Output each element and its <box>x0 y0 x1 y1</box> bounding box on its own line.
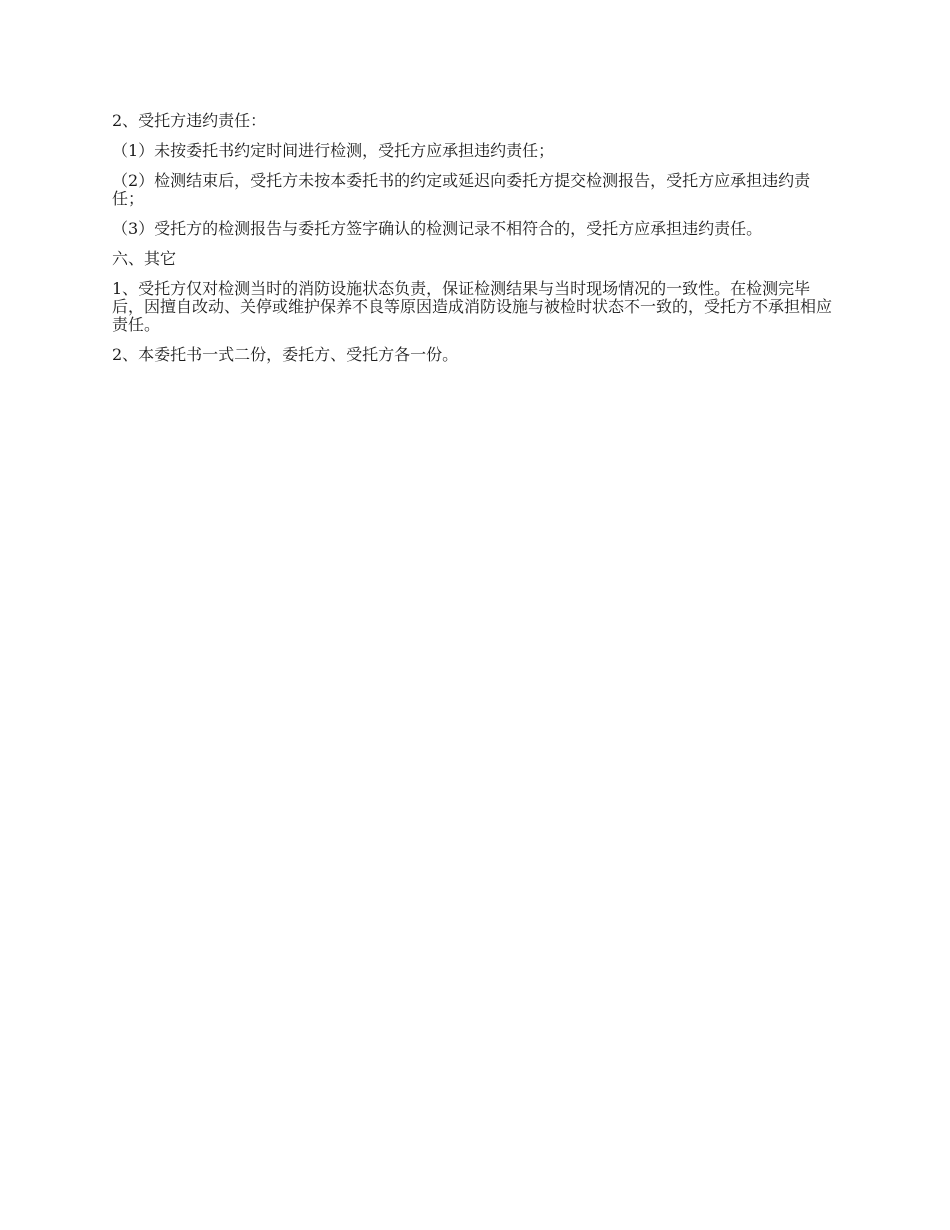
clause-breach-item-1: （1）未按委托书约定时间进行检测，受托方应承担违约责任； <box>112 141 555 160</box>
clause-breach-liability-heading: 2、受托方违约责任： <box>112 111 267 130</box>
clause-breach-item-3: （3）受托方的检测报告与委托方签字确认的检测记录不相符合的，受托方应承担违约责任。 <box>112 219 763 238</box>
document-body <box>112 112 840 376</box>
clause-breach-item-2: （2）检测结束后，受托方未按本委托书的约定或延迟向委托方提交检测报告，受托方应承担违约责任； <box>112 171 811 208</box>
section-other-heading: 六、其它 <box>112 249 177 268</box>
clause-other-1: 1、受托方仅对检测当时的消防设施状态负责，保证检测结果与当时现场情况的一致性。在检测完毕后，因擅自改动、关停或维护保养不良等原因造成消防设施与被检时状态不一致的，受托方不承担相应责任。 <box>112 279 833 334</box>
clause-other-2: 2、本委托书一式二份，委托方、受托方各一份。 <box>112 345 459 364</box>
